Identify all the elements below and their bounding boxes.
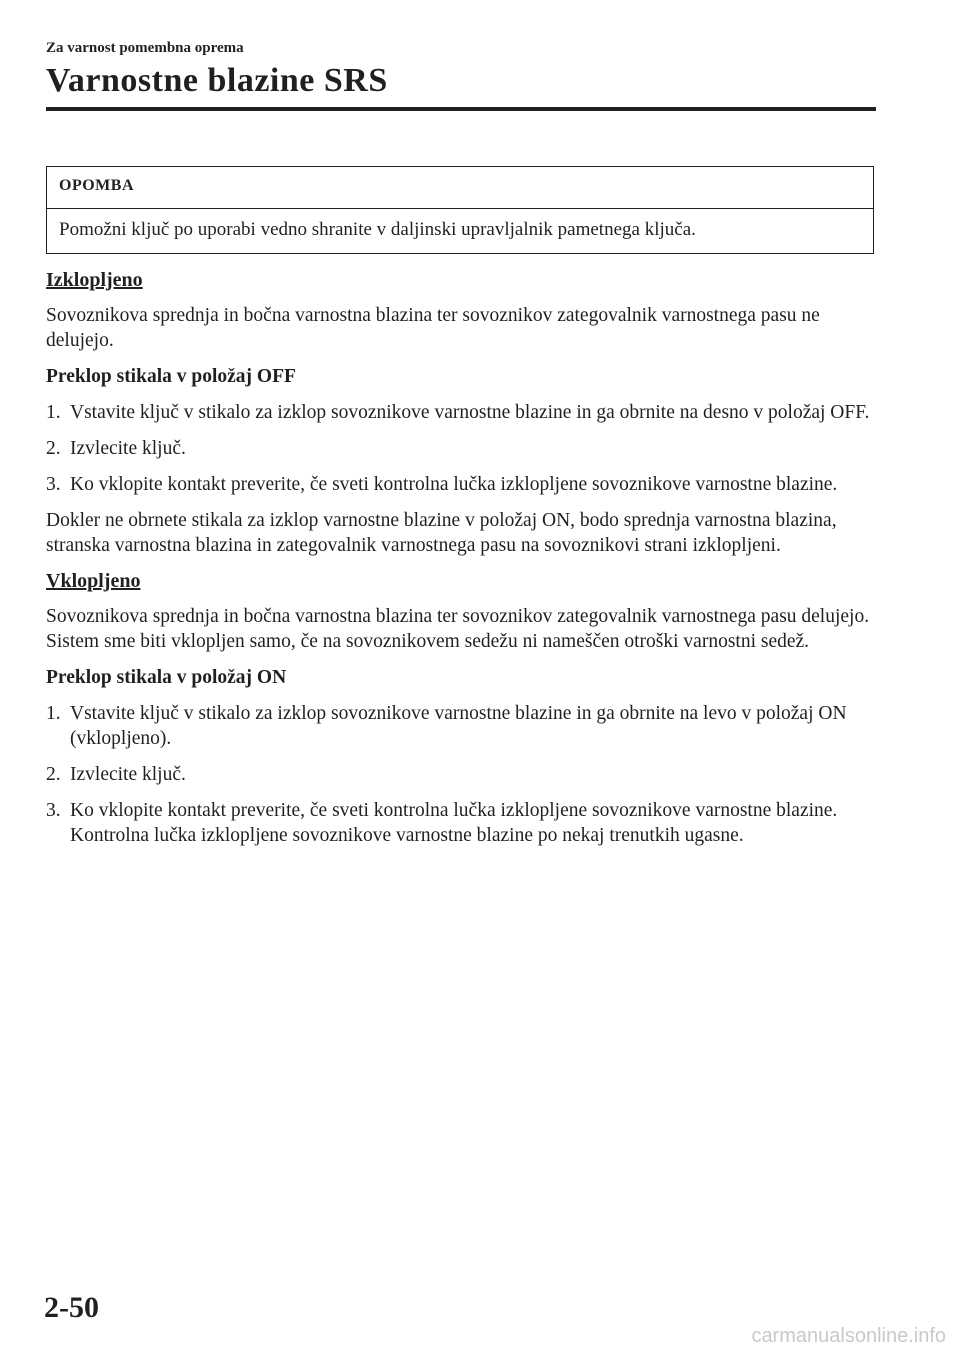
list-item [46,701,876,751]
step-number: 1. [46,402,61,423]
section-label: Za varnost pomembna oprema [46,40,244,56]
list-item [46,400,876,425]
on-procedure-title: Preklop stikala v položaj ON [46,667,287,688]
title-rule [46,107,876,111]
content [46,268,876,859]
step-text: Vstavite ključ v stikalo za izklop sovoznikove varnostne blazine in ga obrnite na levo v položaj ON (vklopljeno). [70,703,847,749]
on-heading: Vklopljeno [46,570,141,592]
step-number: 2. [46,438,61,459]
list-item [46,798,876,848]
step-text: Izvlecite ključ. [70,764,186,785]
on-intro: Sovoznikova sprednja in bočna varnostna blazina ter sovoznikov zategovalnik varnostnega pasu delujejo. Sistem sme biti vklopljen samo, če na sovoznikovem sedežu ni nameščen otroški varnostni sedež. [46,606,870,652]
step-number: 3. [46,474,61,495]
step-text: Vstavite ključ v stikalo za izklop sovoznikove varnostne blazine in ga obrnite na desno v položaj OFF. [70,402,870,423]
page-title: Varnostne blazine SRS [46,62,388,99]
step-number: 3. [46,800,61,821]
watermark: carmanualsonline.info [751,1325,946,1347]
note-box [46,166,874,254]
step-text: Ko vklopite kontakt preverite, če sveti kontrolna lučka izklopljene sovoznikove varnostne blazine. Kontrolna lučka izklopljene sovoznikove varnostne blazine po nekaj trenutkih ugasne. [70,800,838,846]
step-text: Izvlecite ključ. [70,438,186,459]
on-steps [46,701,876,848]
off-steps [46,400,876,497]
off-outro: Dokler ne obrnete stikala za izklop varnostne blazine v položaj ON, bodo sprednja varnostna blazina, stranska varnostna blazina in zategovalnik varnostnega pasu na sovoznikovi strani izklopljeni. [46,510,837,556]
step-number: 2. [46,764,61,785]
list-item [46,762,876,787]
page-number: 2-50 [44,1291,99,1324]
off-heading: Izklopljeno [46,269,143,291]
step-text: Ko vklopite kontakt preverite, če sveti kontrolna lučka izklopljene sovoznikove varnostne blazine. [70,474,838,495]
note-text: Pomožni ključ po uporabi vedno shranite v daljinski upravljalnik pametnega ključa. [59,219,696,240]
list-item [46,436,876,461]
list-item [46,472,876,497]
off-intro: Sovoznikova sprednja in bočna varnostna blazina ter sovoznikov zategovalnik varnostnega pasu ne delujejo. [46,305,820,351]
off-procedure-title: Preklop stikala v položaj OFF [46,366,296,387]
step-number: 1. [46,703,61,724]
note-label: OPOMBA [47,167,873,209]
